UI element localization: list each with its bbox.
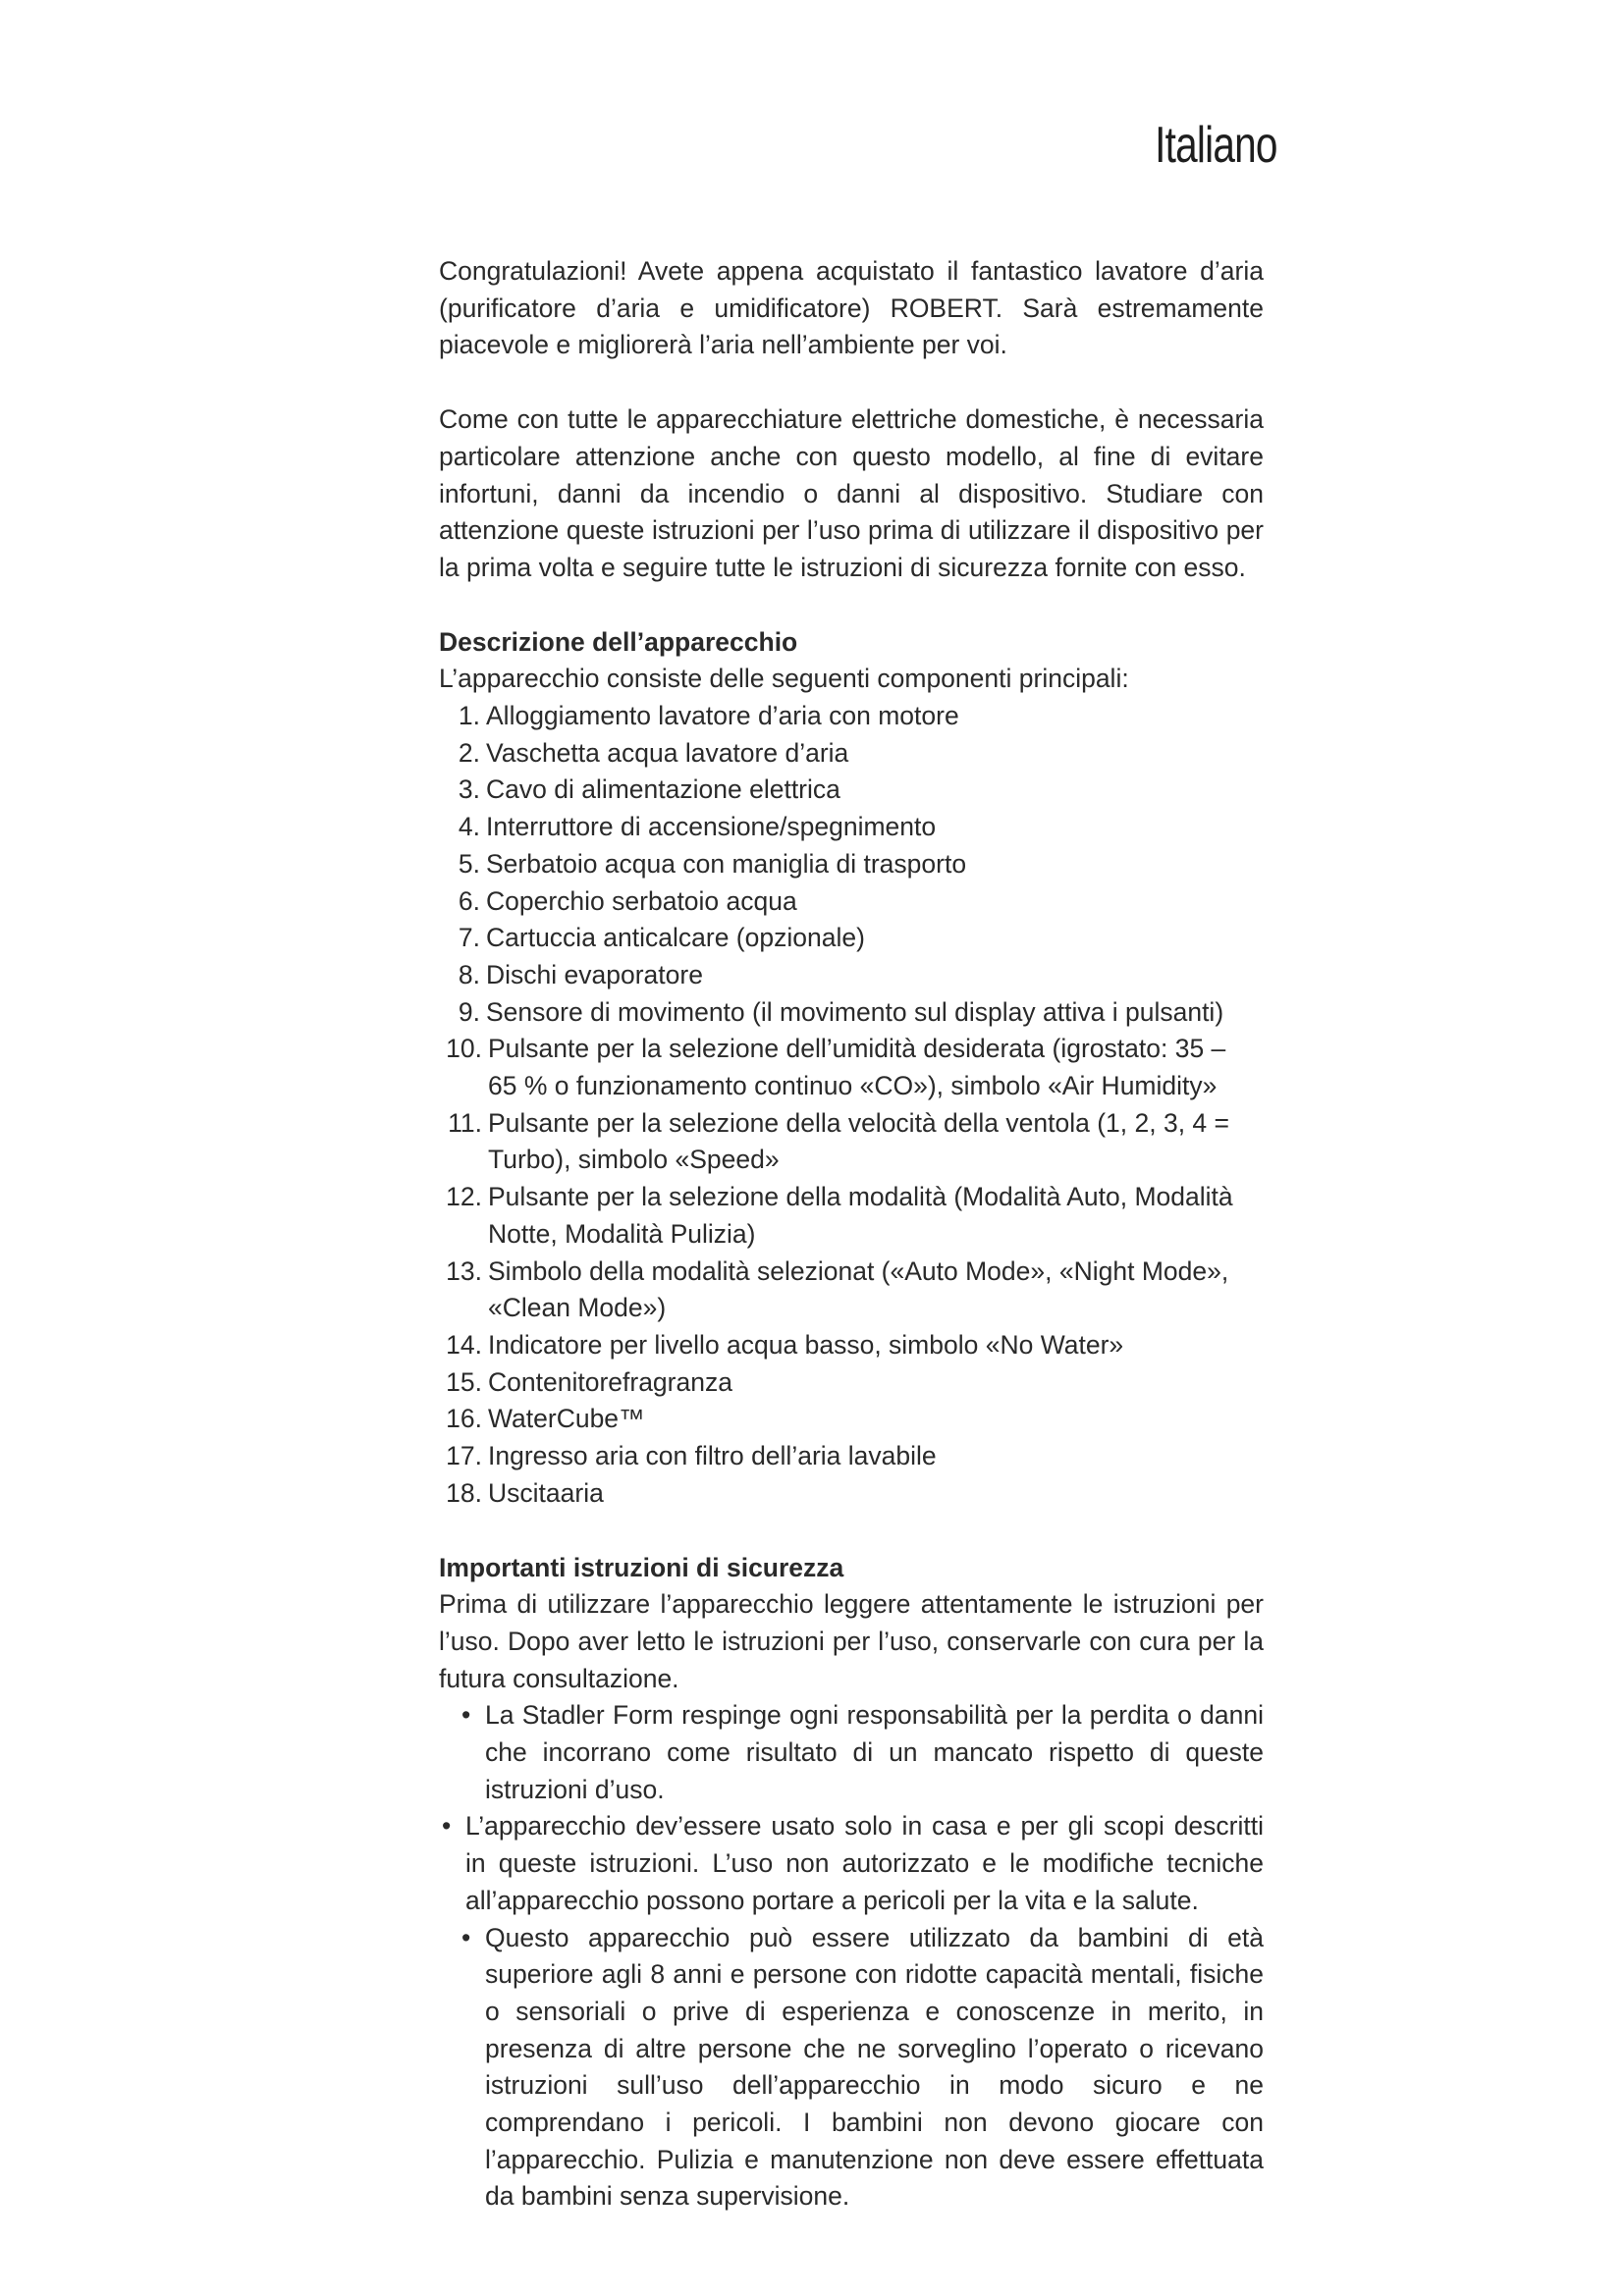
- list-item: [439, 772, 1264, 809]
- bullet-icon: •: [461, 1700, 471, 1731]
- list-item-number: 6.: [458, 885, 480, 916]
- list-item-number: 13.: [446, 1255, 482, 1286]
- safety-lead: Prima di utilizzare l’apparecchio leggere attentamente le istruzioni per l’uso. Dopo aver letto le istruzioni per l’uso, conservarle con cura per la futura consultazione.: [439, 1589, 1264, 1693]
- list-item-number: 14.: [446, 1329, 482, 1360]
- list-item-number: 4.: [458, 812, 480, 842]
- list-item: [439, 1364, 1264, 1402]
- safety-list: [439, 1697, 1264, 2216]
- list-item-number: 9.: [458, 996, 480, 1027]
- list-item-number: 2.: [458, 737, 480, 768]
- list-item: [439, 957, 1264, 994]
- list-item: [439, 883, 1264, 921]
- list-item-text: Dischi evaporatore: [486, 959, 703, 989]
- list-item-number: 12.: [446, 1182, 482, 1212]
- list-item-text: Uscitaaria: [488, 1477, 604, 1508]
- list-item-text: Interruttore di accensione/spegnimento: [486, 812, 937, 842]
- list-item-number: 16.: [446, 1404, 482, 1434]
- list-item: [459, 1920, 1264, 2216]
- list-item-number: 3.: [458, 774, 480, 805]
- intro-paragraph: Come con tutte le apparecchiature elettriche domestiche, è necessaria particolare attenzione anche con questo modello, al fine di evitare infortuni, danni da incendio o danni al dispositivo. Studiare con attenzione queste istruzioni per l’uso prima di utilizzare il dispositivo per la prima volta e seguire tutte le istruzioni di sicurezza fornite con esso.: [439, 404, 1264, 582]
- description-lead: L’apparecchio consiste delle seguenti componenti principali:: [439, 664, 1129, 694]
- list-item: [439, 1808, 1264, 1919]
- list-item-text: Ingresso aria con filtro dell’aria lavabile: [488, 1441, 937, 1471]
- list-item: [459, 1697, 1264, 1808]
- list-item: [439, 698, 1264, 735]
- list-item-text: Cartuccia anticalcare (opzionale): [486, 923, 865, 953]
- list-item: [439, 1438, 1264, 1475]
- list-item-text: Pulsante per la selezione della modalità (Modalità Auto, Modalità Notte, Modalità Pulizia): [488, 1182, 1233, 1249]
- list-item: [439, 1031, 1264, 1104]
- list-item-number: 7.: [458, 923, 480, 953]
- list-item-number: 8.: [458, 959, 480, 989]
- list-item-text: Pulsante per la selezione della velocità della ventola (1, 2, 3, 4 = Turbo), simbolo «Speed»: [488, 1107, 1229, 1175]
- list-item-text: Serbatoio acqua con maniglia di trasporto: [486, 848, 967, 879]
- list-item: [439, 846, 1264, 883]
- list-item-text: Sensore di movimento (il movimento sul display attiva i pulsanti): [486, 996, 1224, 1027]
- document-body: [439, 253, 1264, 2216]
- list-item: [439, 920, 1264, 957]
- list-item-number: 5.: [458, 848, 480, 879]
- list-item: [439, 1105, 1264, 1179]
- list-item: [439, 1475, 1264, 1513]
- list-item: [439, 1327, 1264, 1364]
- list-item: [439, 735, 1264, 773]
- list-item-text: Indicatore per livello acqua basso, simbolo «No Water»: [488, 1329, 1124, 1360]
- list-item-text: Alloggiamento lavatore d’aria con motore: [486, 701, 959, 731]
- list-item-text: L’apparecchio dev’essere usato solo in casa e per gli scopi descritti in queste istruzioni. L’uso non autorizzato e le modifiche tecniche all’apparecchio possono portare a pericoli per la vita e la salute.: [465, 1811, 1264, 1915]
- list-item-text: Vaschetta acqua lavatore d’aria: [486, 737, 849, 768]
- bullet-icon: •: [461, 1922, 471, 1952]
- list-item-text: Cavo di alimentazione elettrica: [486, 774, 840, 805]
- list-item: [439, 1254, 1264, 1327]
- list-item-number: 1.: [458, 701, 480, 731]
- section-heading-description: Descrizione dell’apparecchio: [439, 626, 798, 657]
- list-item: [439, 1401, 1264, 1438]
- list-item-text: Simbolo della modalità selezionat («Auto Mode», «Night Mode», «Clean Mode»): [488, 1255, 1229, 1323]
- intro-paragraph: Congratulazioni! Avete appena acquistato il fantastico lavatore d’aria (purificatore d’aria e umidificatore) ROBERT. Sarà estremamente piacevole e migliorerà l’aria nell’ambiente per voi.: [439, 256, 1264, 360]
- list-item-text: Coperchio serbatoio acqua: [486, 885, 797, 916]
- section-heading-safety: Importanti istruzioni di sicurezza: [439, 1552, 844, 1582]
- list-item-text: Questo apparecchio può essere utilizzato da bambini di età superiore agli 8 anni e persone con ridotte capacità mentali, fisiche o sensoriali o prive di esperienza e conoscenze in merito, in presenza di altre persone che ne sorveglino l’operato o ricevano istruzioni sull’uso dell’apparecchio in modo sicuro e ne comprendano i pericoli. I bambini non devono giocare con l’apparecchio. Pulizia e manutenzione non deve essere effettuata da bambini senza supervisione.: [485, 1922, 1264, 2212]
- bullet-icon: •: [442, 1811, 452, 1842]
- parts-list: [439, 698, 1264, 1512]
- page-title: Italiano: [1155, 117, 1277, 174]
- list-item: [439, 994, 1264, 1032]
- list-item: [439, 809, 1264, 846]
- list-item-text: Pulsante per la selezione dell’umidità desiderata (igrostato: 35 – 65 % o funzionamento continuo «CO»), simbolo «Air Humidity»: [488, 1034, 1226, 1101]
- list-item-text: La Stadler Form respinge ogni responsabilità per la perdita o danni che incorrano come risultato di un mancato rispetto di queste istruzioni d’uso.: [485, 1700, 1264, 1804]
- list-item-text: Contenitorefragranza: [488, 1366, 732, 1397]
- list-item: [439, 1179, 1264, 1253]
- list-item-number: 11.: [448, 1107, 482, 1138]
- list-item-number: 18.: [446, 1477, 482, 1508]
- list-item-text: WaterCube™: [488, 1404, 645, 1434]
- list-item-number: 15.: [446, 1366, 482, 1397]
- list-item-number: 17.: [446, 1441, 482, 1471]
- list-item-number: 10.: [446, 1034, 482, 1064]
